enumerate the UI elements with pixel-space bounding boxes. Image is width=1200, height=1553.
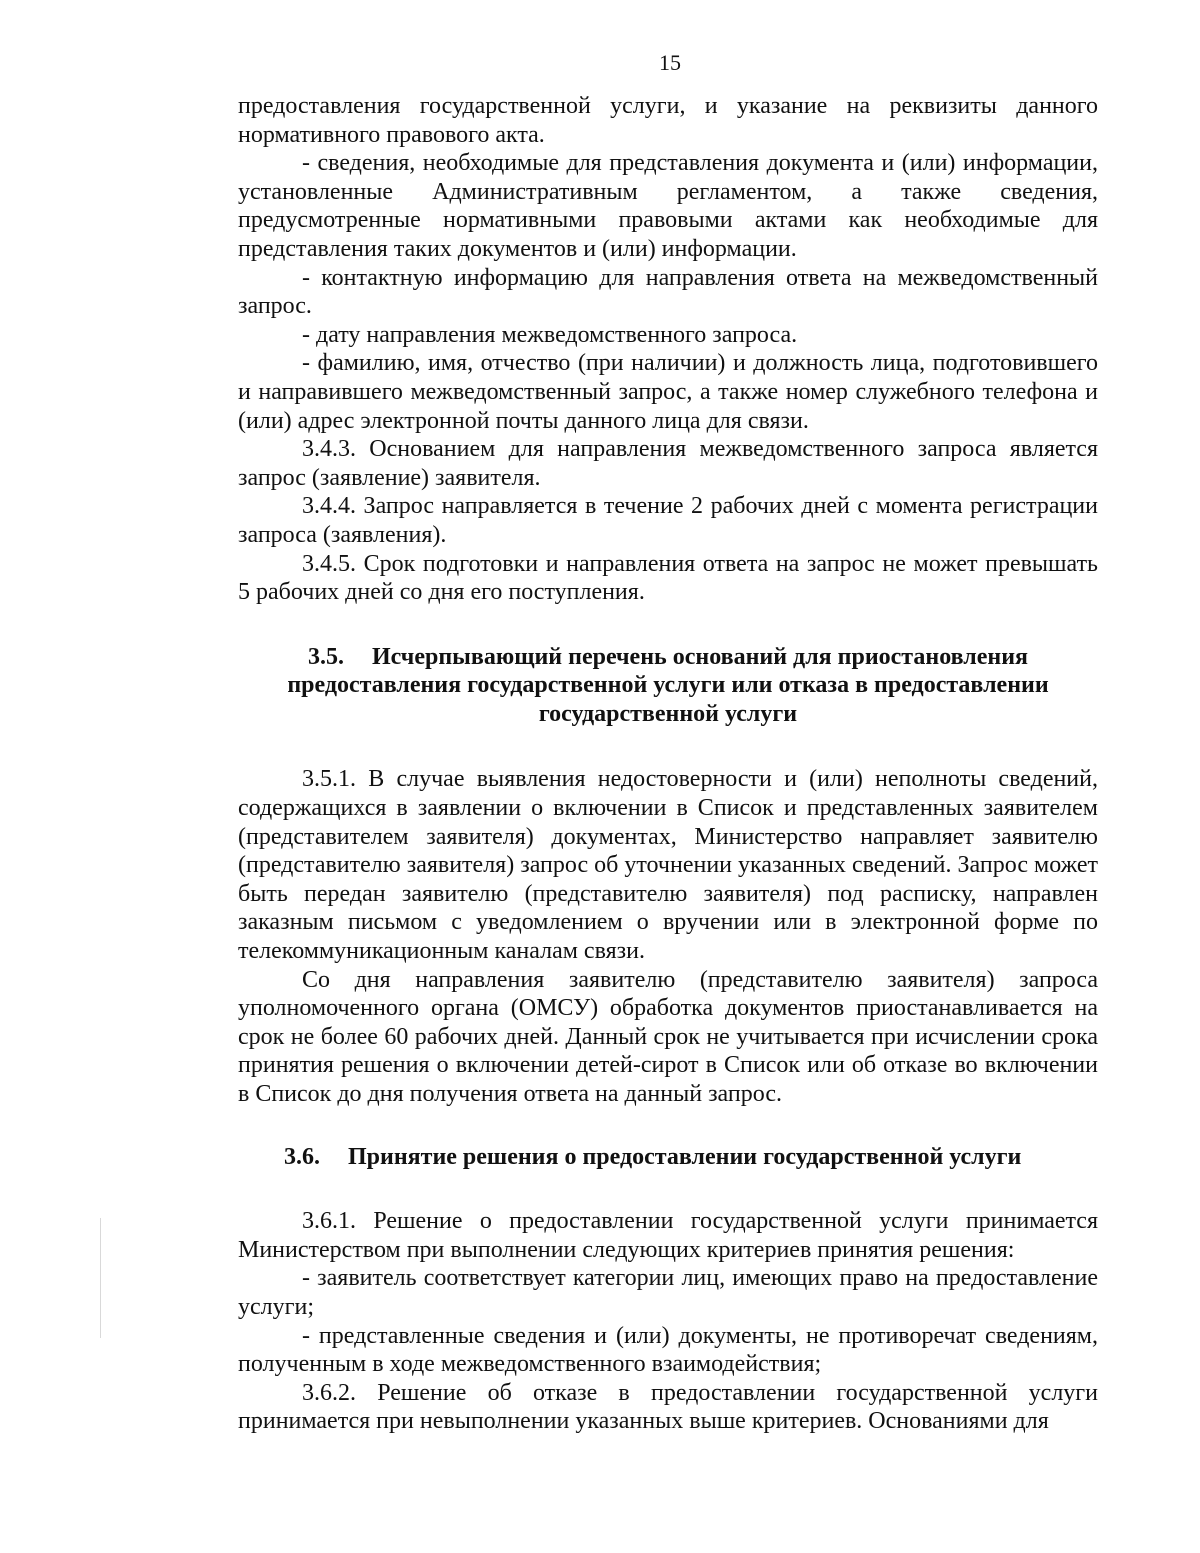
page-number: 15 [659, 50, 681, 75]
section-title-text: Исчерпывающий перечень оснований для приостановления [371, 643, 1029, 670]
paragraph: - заявитель соответствует категории лиц, имеющих право на предоставление услуги; [238, 1265, 1098, 1320]
paragraph: Со дня направления заявителю (представителю заявителя) запроса уполномоченного органа (ОМСУ) обработка документов приостанавливается на срок не более 60 рабочих дней. Данный срок не учитывается при исчислении срока принятия решения о включении детей-сирот в Список или об отказе во включении в Список до дня получения ответа на данный запрос. [238, 966, 1098, 1107]
section-number: 3.5. [307, 643, 344, 670]
paragraph: 3.6.2. Решение об отказе в предоставлении государственной услуги принимается при невыполнении указанных выше критериев. Основаниями для [238, 1379, 1098, 1435]
paragraph: - фамилию, имя, отчество (при наличии) и должность лица, подготовившего и направившего межведомственный запрос, а также номер служебного телефона и (или) адрес электронной почты данного лица для связи. [238, 350, 1098, 434]
section-title-text: Принятие решения о предоставлении государственной услуги [348, 1143, 1022, 1170]
section-title-line: государственной услуги [538, 700, 798, 727]
paragraph: 3.4.4. Запрос направляется в течение 2 рабочих дней с момента регистрации запроса (заявления). [238, 493, 1098, 548]
paragraph: 3.4.5. Срок подготовки и направления ответа на запрос не может превышать 5 рабочих дней со дня его поступления. [238, 550, 1098, 606]
paragraph: 3.6.1. Решение о предоставлении государственной услуги принимается Министерством при выполнении следующих критериев принятия решения: [238, 1208, 1098, 1263]
paragraph: предоставления государственной услуги, и указание на реквизиты данного нормативного правового акта. [238, 93, 1098, 148]
spacer [238, 607, 1098, 643]
paragraph: - контактную информацию для направления ответа на межведомственный запрос. [238, 264, 1098, 320]
paragraph: - представленные сведения и (или) документы, не противоречат сведениям, полученным в ходе межведомственного взаимодействия; [238, 1322, 1098, 1378]
page-content [238, 92, 1098, 1436]
section-title-line [308, 644, 1028, 670]
section-number: 3.6. [284, 1143, 320, 1170]
scan-margin-mark [100, 1218, 101, 1338]
paragraph: - дату направления межведомственного запроса. [302, 321, 798, 348]
section-heading-3-6 [238, 1143, 1098, 1172]
spacer [238, 728, 1098, 765]
section-heading-3-5 [238, 643, 1098, 729]
paragraph: - сведения, необходимые для представления документа и (или) информации, установленные Административным регламентом, а также сведения, предусмотренные нормативными правовыми актами как необходимые для представления таких документов и (или) информации. [238, 150, 1098, 262]
section-title-line: предоставления государственной услуги или отказа в предоставлении [287, 672, 1049, 699]
paragraph: 3.5.1. В случае выявления недостоверности и (или) неполноты сведений, содержащихся в заявлении о включении в Список и представленных заявителем (представителем заявителя) документах, Министерство направляет заявителю (представителю заявителя) запрос об уточнении указанных сведений. Запрос может быть передан заявителю (представителю заявителя) под расписку, направлен заказным письмом с уведомлением о вручении или в электронной форме по телекоммуникационным каналам связи. [238, 766, 1098, 965]
spacer [238, 1171, 1098, 1207]
spacer [238, 1109, 1098, 1143]
paragraph: 3.4.3. Основанием для направления межведомственного запроса является запрос (заявление) заявителя. [238, 436, 1098, 491]
